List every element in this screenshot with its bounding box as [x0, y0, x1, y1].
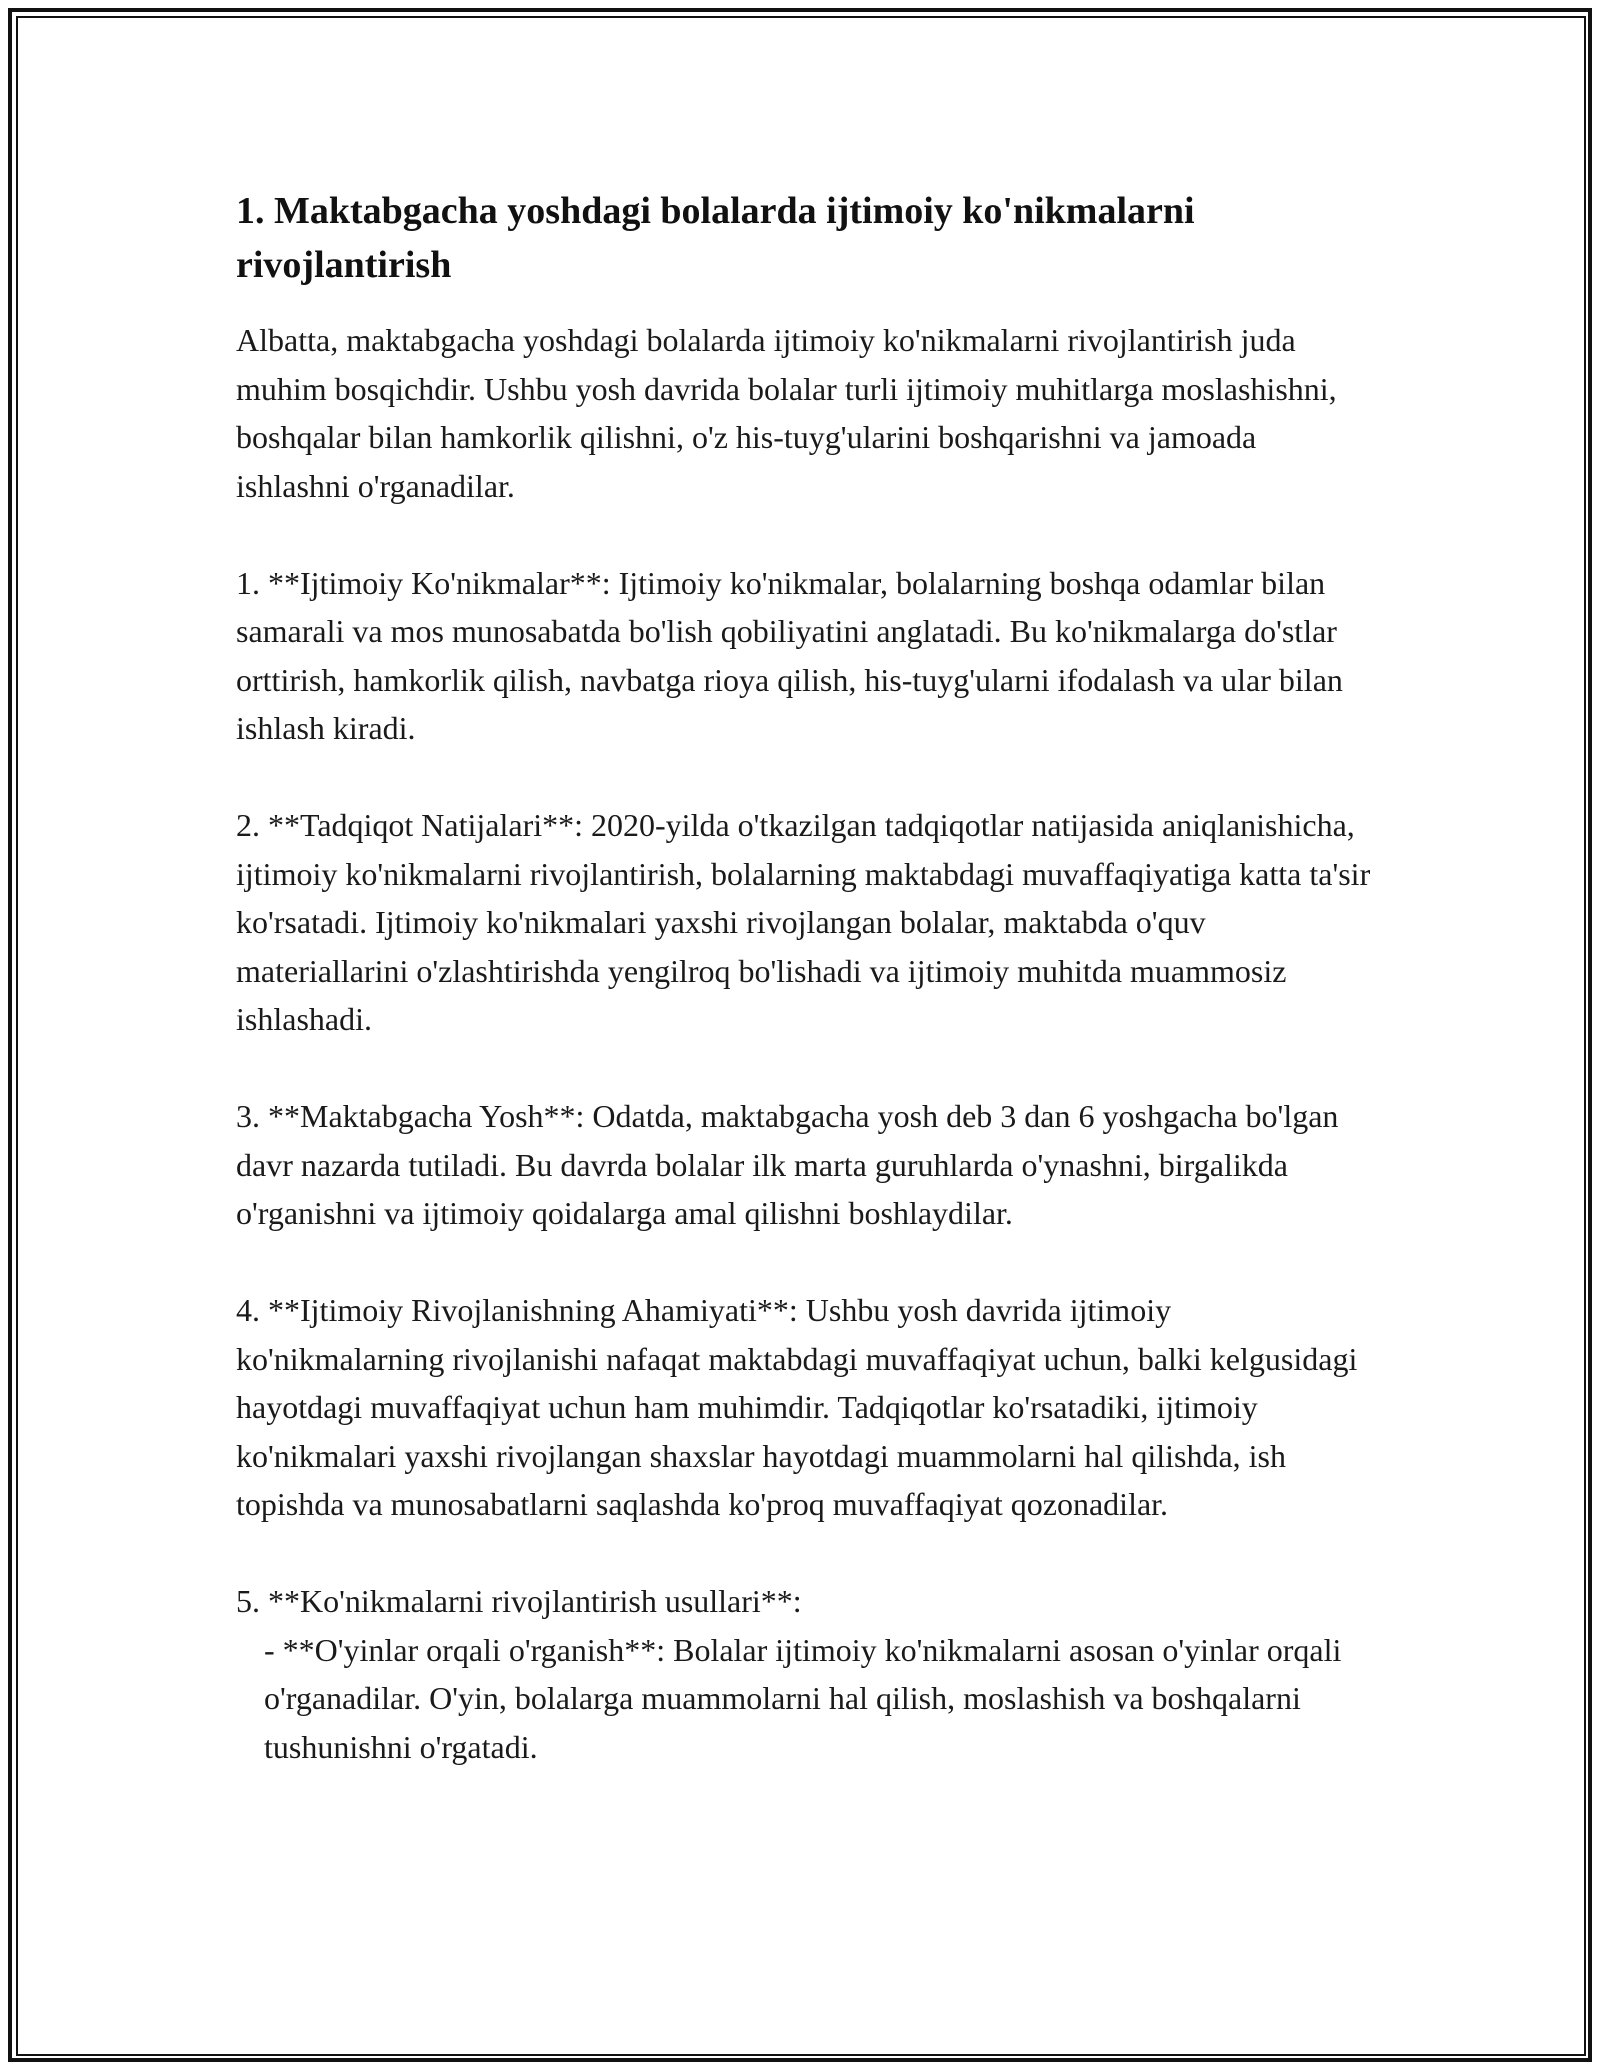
document-page [236, 184, 1379, 1771]
intro-paragraph: Albatta, maktabgacha yoshdagi bolalarda ijtimoiy ko'nikmalarni rivojlantirish juda muhim bosqichdir. Ushbu yosh davrida bolalar turli ijtimoiy muhitlarga moslashishni, boshqalar bilan hamkorlik qilishni, o'z his-tuyg'ularini boshqarishni va jamoada ishlashni o'rganadilar. [236, 322, 1345, 504]
section-3-paragraph: 3. **Maktabgacha Yosh**: Odatda, maktabgacha yosh deb 3 dan 6 yoshgacha bo'lgan davr nazarda tutiladi. Bu davrda bolalar ilk marta guruhlarda o'ynashni, birgalikda o'rganishni va ijtimoiy qoidalarga amal qilishni boshlaydilar. [236, 1098, 1347, 1231]
section-4-paragraph: 4. **Ijtimoiy Rivojlanishning Ahamiyati**: Ushbu yosh davrida ijtimoiy ko'nikmalarning rivojlanishi nafaqat maktabdagi muvaffaqiyat uchun, balki kelgusidagi hayotdagi muvaffaqiyat uchun ham muhimdir. Tadqiqotlar ko'rsatadiki, ijtimoiy ko'nikmalari yaxshi rivojlangan shaxslar hayotdagi muammolarni hal qilishda, ish topishda va munosabatlarni saqlashda ko'proq muvaffaqiyat qozonadilar. [236, 1292, 1366, 1522]
document-title: 1. Maktabgacha yoshdagi bolalarda ijtimoiy ko'nikmalarni rivojlantirish [236, 190, 1195, 286]
section-5-bullet: - **O'yinlar orqali o'rganish**: Bolalar ijtimoiy ko'nikmalarni asosan o'yinlar orqali o'rganadilar. O'yin, bolalarga muammolarni hal qilish, moslashish va boshqalarni tushunishni o'rgatadi. [264, 1631, 1350, 1765]
section-5-heading: 5. **Ko'nikmalarni rivojlantirish usullari**: [236, 1583, 802, 1619]
section-2-paragraph: 2. **Tadqiqot Natijalari**: 2020-yilda o'tkazilgan tadqiqotlar natijasida aniqlanishicha, ijtimoiy ko'nikmalarni rivojlantirish, bolalarning maktabdagi muvaffaqiyatiga katta ta'sir ko'rsatadi. Ijtimoiy ko'nikmalari yaxshi rivojlangan bolalar, maktabda o'quv materiallarini o'zlashtirishda yengilroq bo'lishadi va ijtimoiy muhitda muammosiz ishlashadi. [236, 807, 1379, 1037]
section-1-paragraph: 1. **Ijtimoiy Ko'nikmalar**: Ijtimoiy ko'nikmalar, bolalarning boshqa odamlar bilan samarali va mos munosabatda bo'lish qobiliyatini anglatadi. Bu ko'nikmalarga do'stlar orttirish, hamkorlik qilish, navbatga rioya qilish, his-tuyg'ularni ifodalash va ular bilan ishlash kiradi. [236, 564, 1351, 746]
section-5 [236, 1577, 1376, 1771]
